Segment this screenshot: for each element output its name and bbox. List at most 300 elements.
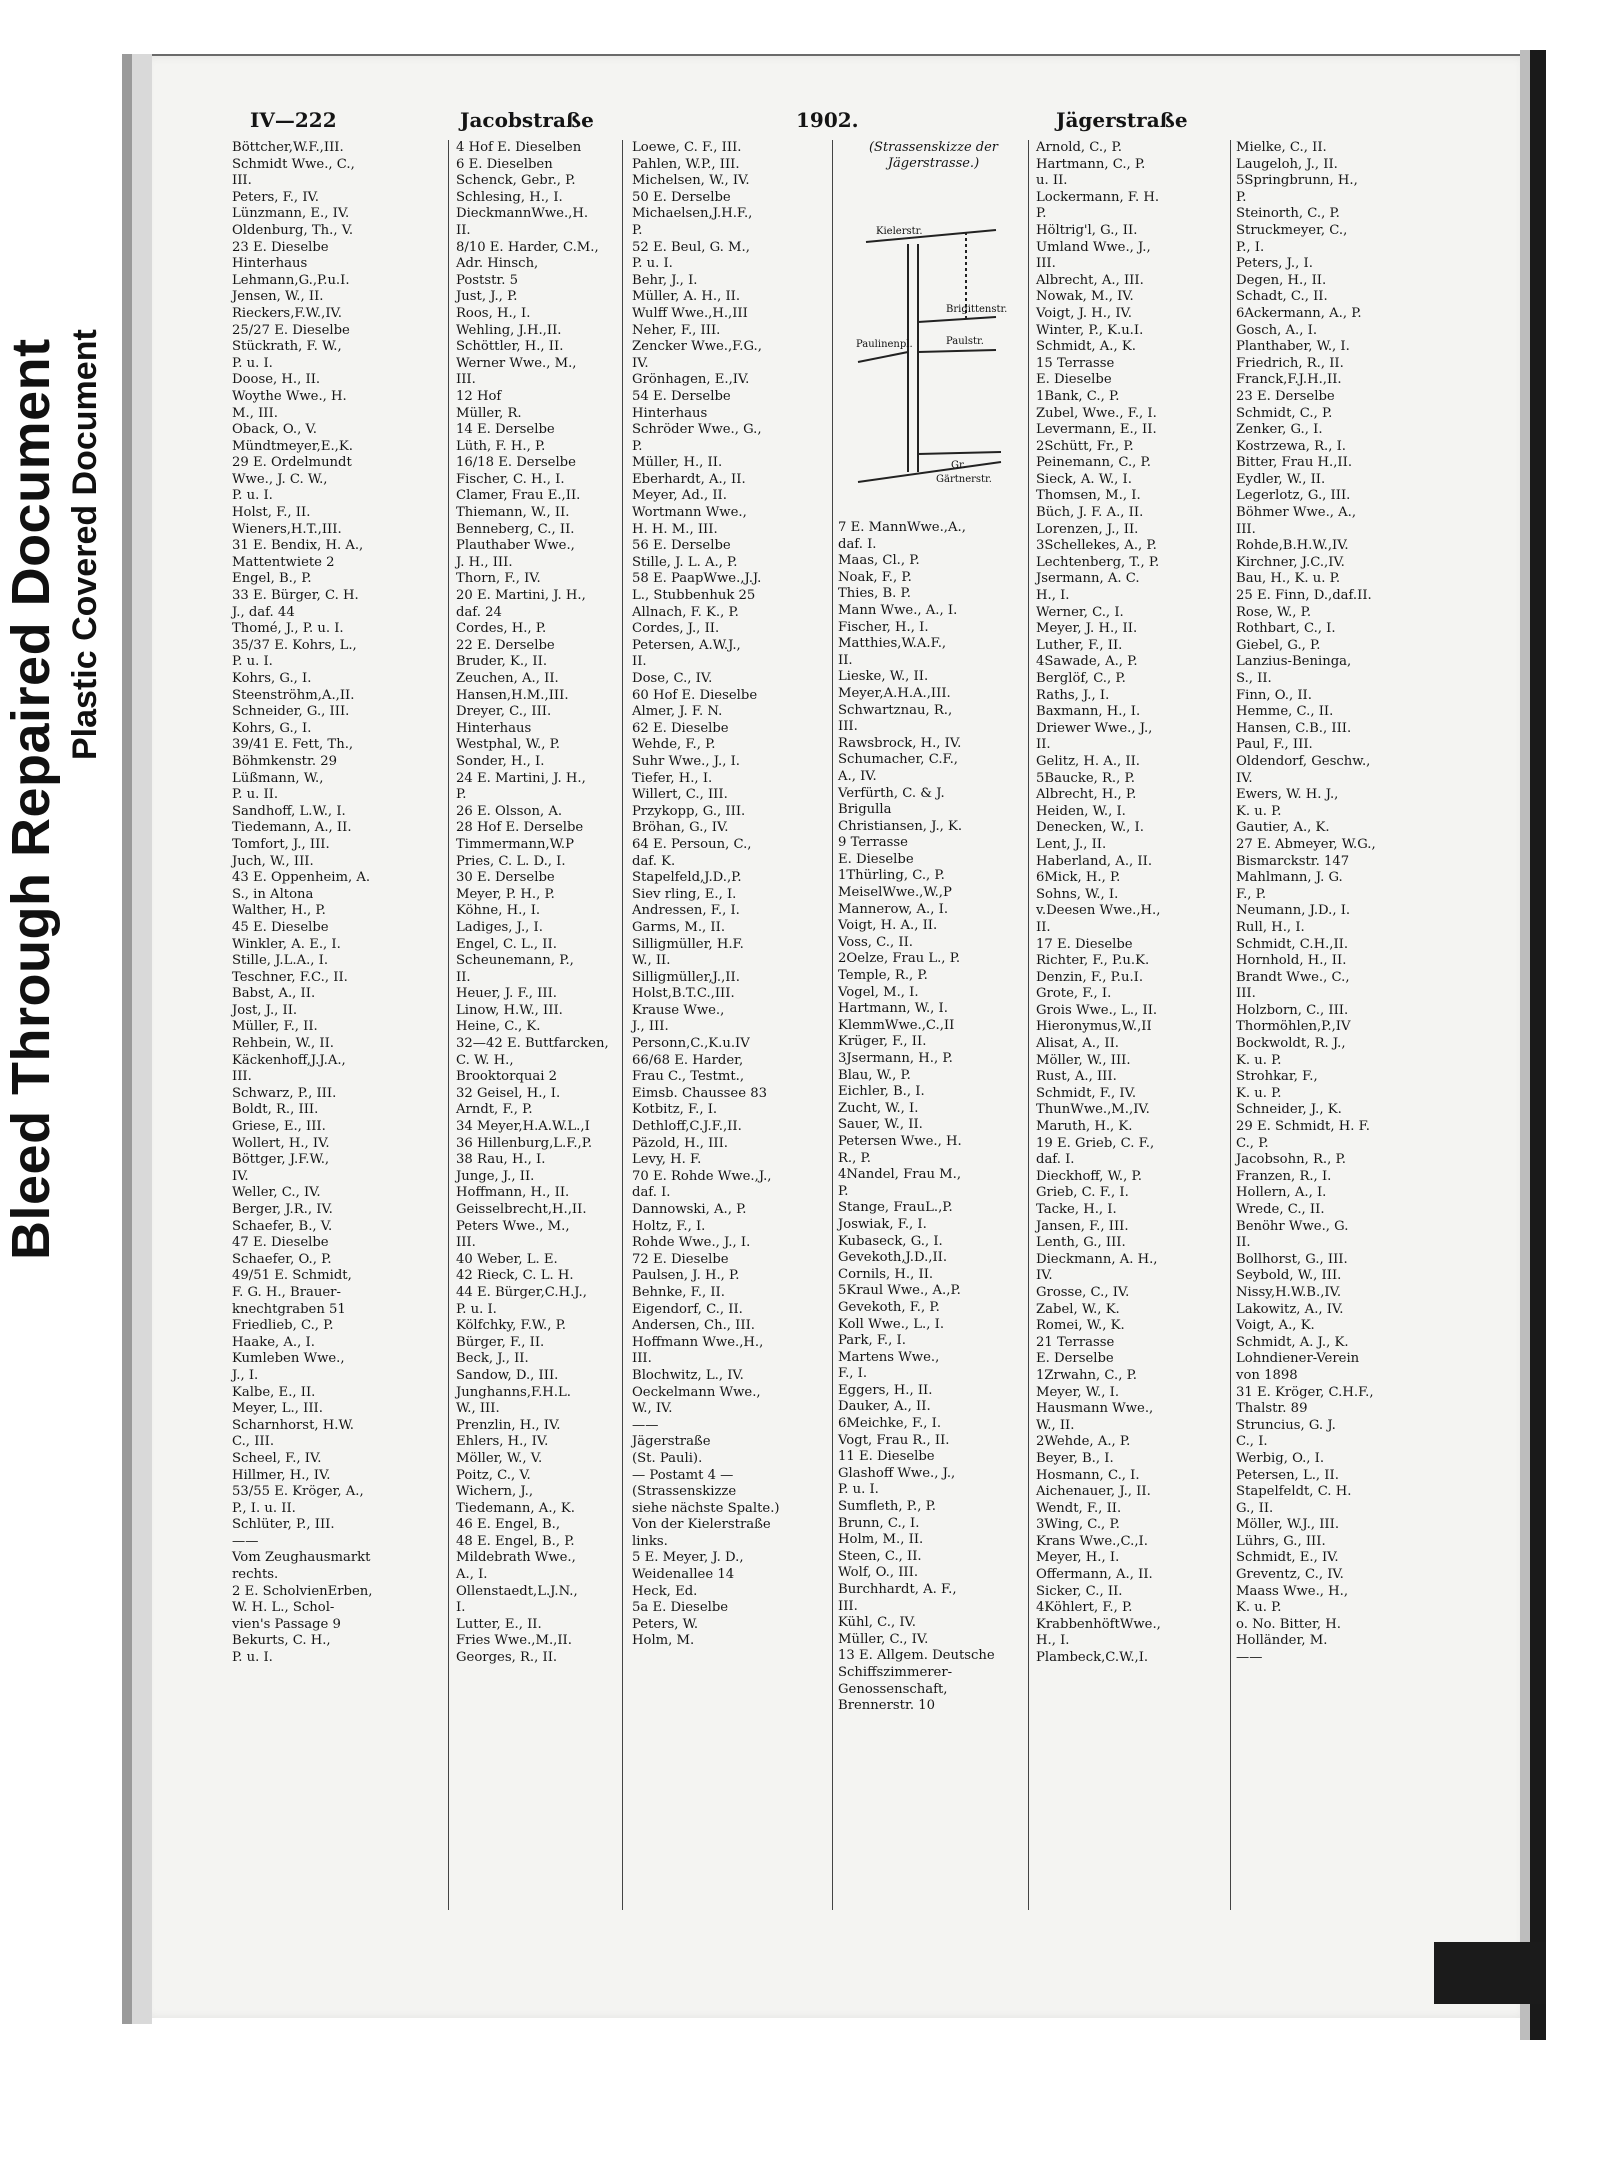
directory-entry: Silligmüller,J.,II.	[632, 969, 740, 985]
directory-entry: Sieck, A. W., I.	[1036, 471, 1132, 487]
directory-entry: Neher, F., III.	[632, 322, 721, 338]
directory-entry: Schmidt, C.H.,II.	[1236, 936, 1349, 952]
directory-entry: Maruth, H., K.	[1036, 1119, 1133, 1135]
directory-entry: Petersen, A.W.J.,	[632, 637, 741, 653]
directory-entry: Engel, B., P.	[232, 571, 312, 587]
directory-entry: 30 E. Derselbe	[456, 870, 555, 886]
directory-entry: 1Bank, C., P.	[1036, 388, 1120, 404]
scan-annotation-sidebar	[0, 60, 120, 1980]
directory-entry: Schmidt, A., K.	[1036, 339, 1136, 355]
directory-entry: Zenker, G., I.	[1236, 422, 1323, 438]
directory-entry: Lechtenberg, T., P.	[1036, 554, 1160, 570]
directory-entry: Behr, J., I.	[632, 272, 698, 288]
directory-entry: Bockwoldt, R. J.,	[1236, 1036, 1346, 1052]
directory-entry: Maas, Cl., P.	[838, 553, 920, 569]
directory-entry: Grönhagen, E.,IV.	[632, 372, 750, 388]
directory-entry: 45 E. Dieselbe	[232, 919, 329, 935]
directory-entry: Noak, F., P.	[838, 569, 912, 585]
directory-entry: Böttger, J.F.W.,	[232, 1152, 330, 1168]
directory-entry: Voss, C., II.	[838, 934, 913, 950]
directory-entry: Hosmann, C., I.	[1036, 1467, 1140, 1483]
directory-entry: Hinterhaus	[456, 720, 532, 736]
directory-entry: Zencker Wwe.,F.G.,	[632, 339, 762, 355]
directory-entry: Bollhorst, G., III.	[1236, 1251, 1348, 1267]
directory-entry: Bau, H., K. u. P.	[1236, 571, 1341, 587]
directory-entry: links.	[632, 1533, 668, 1549]
directory-entry: Lanzius-Beninga,	[1236, 654, 1352, 670]
directory-entry: Neumann, J.D., I.	[1236, 903, 1351, 919]
directory-entry: Albrecht, H., P.	[1036, 787, 1137, 803]
page-number: IV—222	[250, 108, 337, 132]
directory-entry: rechts.	[232, 1567, 279, 1583]
street-sketch	[846, 140, 1021, 515]
directory-entry: Arnold, C., P.	[1036, 140, 1122, 155]
directory-entry: Mattentwiete 2	[232, 554, 335, 570]
directory-entry: Hornhold, H., II.	[1236, 953, 1347, 969]
directory-entry: Pahlen, W.P., III.	[632, 156, 740, 172]
directory-entry: Koll Wwe., L., I.	[838, 1316, 945, 1332]
directory-entry: Jacobsohn, R., P.	[1236, 1152, 1346, 1168]
directory-entry: MeiselWwe.,W.,P	[838, 885, 952, 901]
directory-entry: Vom Zeughausmarkt	[232, 1550, 371, 1566]
directory-entry: Andressen, F., I.	[632, 903, 740, 919]
directory-entry: Schadt, C., II.	[1236, 289, 1328, 305]
directory-entry: Voigt, A., K.	[1236, 1318, 1315, 1334]
directory-entry: Holst, F., II.	[232, 505, 311, 521]
directory-entry: Temple, R., P.	[838, 968, 928, 984]
directory-entry: Jansen, F., III.	[1036, 1218, 1129, 1234]
directory-entry: 12 Hof	[456, 388, 502, 404]
directory-entry: Sumfleth, P., P.	[838, 1499, 936, 1515]
directory-entry: M., III.	[232, 405, 278, 421]
directory-entry: Luther, F., II.	[1036, 637, 1123, 653]
directory-entry: 3Jsermann, H., P.	[838, 1051, 953, 1066]
directory-entry: Meyer, P. H., P.	[456, 886, 555, 902]
directory-entry: Wendt, F., II.	[1036, 1500, 1122, 1516]
directory-entry: Giebel, G., P.	[1236, 637, 1321, 653]
directory-entry: Meyer, W., I.	[1036, 1384, 1120, 1400]
directory-entry: 11 E. Dieselbe	[838, 1449, 935, 1465]
directory-entry: Heck, Ed.	[632, 1583, 698, 1599]
directory-entry: Burchhardt, A. F.,	[838, 1582, 957, 1597]
directory-entry: Gelitz, H. A., II.	[1036, 753, 1140, 769]
directory-entry: S., in Altona	[232, 886, 314, 902]
directory-entry: Beck, J., II.	[456, 1351, 529, 1367]
directory-entry: Bekurts, C. H.,	[232, 1633, 331, 1649]
directory-entry: Peters, F., IV.	[232, 189, 319, 205]
directory-entry: Köhne, H., I.	[456, 903, 541, 919]
directory-entry: Rohde Wwe., J., I.	[632, 1235, 751, 1251]
directory-entry: Petersen, L., II.	[1236, 1467, 1339, 1483]
directory-entry: Ollenstaedt,L.J.N.,	[456, 1583, 578, 1599]
directory-entry: Kirchner, J.C.,IV.	[1236, 554, 1345, 570]
directory-entry: Rose, W., P.	[1236, 604, 1312, 620]
directory-entry: knechtgraben 51	[232, 1301, 346, 1317]
sketch-label: Gr.	[951, 460, 966, 471]
directory-entry: Kotbitz, F., I.	[632, 1102, 718, 1118]
directory-entry: Peters Wwe., M.,	[456, 1218, 570, 1234]
directory-entry: Struncius, G. J.	[1236, 1417, 1336, 1433]
column-rule	[832, 140, 833, 1910]
directory-entry: Heuer, J. F., III.	[456, 986, 557, 1002]
directory-entry: K. u. P.	[1236, 1085, 1282, 1101]
directory-entry: E. Dieselbe	[1036, 372, 1112, 388]
directory-entry: Schlesing, H., I.	[456, 189, 563, 205]
directory-entry: Zubel, Wwe., F., I.	[1036, 405, 1157, 421]
directory-entry: Wehling, J.H.,II.	[456, 322, 562, 338]
directory-entry: Scharnhorst, H.W.	[232, 1417, 354, 1433]
directory-entry: Tomfort, J., III.	[232, 836, 330, 852]
directory-entry: Dannowski, A., P.	[632, 1202, 747, 1217]
directory-entry: Schaefer, B., V.	[232, 1218, 333, 1234]
directory-entry: (St. Pauli).	[632, 1450, 703, 1466]
directory-entry: Krans Wwe.,C.,I.	[1036, 1533, 1148, 1549]
directory-entry: 29 E. Ordelmundt	[232, 455, 352, 471]
directory-entry: 2Wehde, A., P.	[1036, 1434, 1131, 1450]
directory-entry: Heiden, W., I.	[1036, 803, 1126, 819]
directory-column-5	[1036, 140, 1226, 1667]
directory-entry: Dieckhoff, W., P.	[1036, 1168, 1142, 1184]
directory-entry: P.	[838, 1183, 849, 1199]
directory-entry: A., IV.	[838, 768, 877, 784]
directory-entry: Frau C., Testmt.,	[632, 1069, 745, 1085]
directory-entry: Brooktorquai 2	[456, 1069, 558, 1085]
directory-entry: S., II.	[1236, 671, 1272, 686]
directory-entry: Dreyer, C., III.	[456, 704, 552, 720]
directory-entry: Gevekoth,J.D.,II.	[838, 1250, 948, 1266]
directory-entry: K. u. P.	[1236, 1600, 1282, 1616]
directory-entry: P.	[632, 438, 643, 454]
directory-entry: 27 E. Abmeyer, W.G.,	[1236, 836, 1376, 852]
directory-entry: Wehde, F., P.	[632, 737, 716, 753]
directory-entry: Sandhoff, L.W., I.	[232, 803, 346, 819]
directory-entry: Lutter, E., II.	[456, 1616, 542, 1632]
directory-entry: Hinterhaus	[232, 256, 308, 272]
directory-entry: Boldt, R., III.	[232, 1102, 319, 1118]
directory-entry: Meyer, Ad., II.	[632, 488, 727, 504]
directory-entry: Kölfchky, F.W., P.	[456, 1318, 566, 1334]
directory-entry: E. Dieselbe	[838, 851, 914, 867]
directory-entry: Böttcher,W.F.,III.	[232, 140, 344, 155]
directory-entry: Schiffszimmerer-	[838, 1664, 953, 1680]
directory-entry: Voigt, H. A., II.	[838, 918, 938, 934]
directory-entry: v.Deesen Wwe.,H.,	[1036, 903, 1161, 919]
directory-entry: Georges, R., II.	[456, 1650, 558, 1666]
directory-entry: Dauker, A., II.	[838, 1399, 931, 1415]
directory-entry: 2 E. ScholvienErben,	[232, 1583, 373, 1599]
directory-entry: C. W. H.,	[456, 1052, 514, 1068]
directory-entry: 62 E. Dieselbe	[632, 720, 729, 736]
directory-entry: Allnach, F. K., P.	[632, 604, 739, 620]
sketch-label: Paulstr.	[946, 336, 984, 347]
plastic-covered-label: Plastic Covered Document	[66, 329, 104, 760]
directory-entry: daf. I.	[838, 536, 877, 552]
directory-entry: III.	[1236, 521, 1256, 537]
directory-entry: Schmidt Wwe., C.,	[232, 156, 355, 172]
directory-entry: III.	[838, 719, 858, 735]
directory-entry: 60 Hof E. Dieselbe	[632, 687, 758, 703]
directory-entry: 5 E. Meyer, J. D.,	[632, 1550, 744, 1566]
directory-entry: Aichenauer, J., II.	[1036, 1484, 1151, 1500]
directory-entry: C., I.	[1236, 1434, 1268, 1450]
directory-entry: Dieckmann, A. H.,	[1036, 1251, 1158, 1267]
directory-entry: F., I.	[838, 1366, 868, 1382]
directory-entry: Scheunemann, P.,	[456, 953, 574, 969]
directory-entry: Doose, H., II.	[232, 372, 321, 388]
directory-entry: Poitz, C., V.	[456, 1467, 531, 1483]
directory-entry: Eichler, B., I.	[838, 1084, 925, 1100]
directory-entry: Rothbart, C., I.	[1236, 621, 1336, 637]
directory-entry: Cornils, H., II.	[838, 1266, 934, 1282]
directory-entry: Voigt, J. H., IV.	[1036, 305, 1132, 321]
directory-entry: Rull, H., I.	[1236, 919, 1305, 935]
directory-entry: C., P.	[1236, 1135, 1269, 1151]
directory-entry: Schwartznau, R.,	[838, 702, 953, 718]
directory-entry: Driewer Wwe., J.,	[1036, 720, 1153, 736]
directory-entry: Struckmeyer, C.,	[1236, 222, 1348, 238]
directory-entry: Mündtmeyer,E.,K.	[232, 438, 353, 454]
sketch-label: Kielerstr.	[876, 226, 923, 237]
directory-entry: Siev rling, E., I.	[632, 886, 737, 902]
directory-entry: 5Baucke, R., P.	[1036, 770, 1135, 786]
directory-entry: Hansen,H.M.,III.	[456, 687, 569, 703]
directory-entry: Seybold, W., III.	[1236, 1268, 1342, 1284]
directory-entry: Krüger, F., II.	[838, 1034, 927, 1050]
directory-entry: III.	[838, 1598, 858, 1614]
directory-entry: P. u. II.	[232, 787, 279, 803]
directory-entry: Personn,C.,K.u.IV	[632, 1036, 750, 1052]
directory-entry: Fries Wwe.,M.,II.	[456, 1633, 572, 1649]
directory-entry: Schröder Wwe., G.,	[632, 422, 762, 438]
directory-entry: Schumacher, C.F.,	[838, 752, 958, 768]
directory-entry: Loewe, C. F., III.	[632, 140, 742, 155]
directory-entry: II.	[456, 969, 471, 985]
directory-entry: 34 Meyer,H.A.W.L.,I	[456, 1119, 590, 1135]
directory-entry: Möller, W., V.	[456, 1450, 543, 1466]
directory-entry: Joswiak, F., I.	[838, 1216, 927, 1232]
directory-entry: Kohrs, G., I.	[232, 671, 312, 686]
directory-entry: Hansen, C.B., III.	[1236, 720, 1352, 736]
directory-entry: Brigulla	[838, 802, 892, 818]
directory-entry: 20 E. Martini, J. H.,	[456, 588, 586, 604]
directory-entry: 32 Geisel, H., I.	[456, 1085, 561, 1101]
directory-entry: Holst,B.T.C.,III.	[632, 986, 735, 1002]
directory-entry: Kohrs, G., I.	[232, 720, 312, 736]
directory-entry: Müller, A. H., II.	[632, 289, 741, 305]
directory-entry: Beyer, B., I.	[1036, 1450, 1114, 1466]
directory-entry: Werner Wwe., M.,	[456, 355, 577, 371]
directory-entry: 28 Hof E. Derselbe	[456, 820, 584, 836]
directory-entry: Wolf, O., III.	[838, 1565, 919, 1581]
directory-entry: DieckmannWwe.,H.	[456, 206, 589, 222]
sketch-label: Gärtnerstr.	[936, 474, 992, 485]
directory-entry: J. H., III.	[456, 554, 513, 570]
directory-entry: Sicker, C., II.	[1036, 1583, 1123, 1599]
directory-entry: Kumleben Wwe.,	[232, 1351, 345, 1367]
directory-entry: Levy, H. F.	[632, 1152, 702, 1168]
directory-entry: P.	[632, 222, 643, 238]
directory-entry: Grois Wwe., L., II.	[1036, 1002, 1158, 1018]
directory-entry: Thomé, J., P. u. I.	[232, 621, 344, 637]
directory-entry: 64 E. Persoun, C.,	[632, 836, 752, 852]
directory-entry: R., P.	[838, 1150, 871, 1166]
directory-entry: Maass Wwe., H.,	[1236, 1583, 1349, 1599]
directory-entry: Päzold, H., III.	[632, 1135, 728, 1151]
directory-entry: vien's Passage 9	[232, 1616, 341, 1632]
directory-entry: Mildebrath Wwe.,	[456, 1550, 576, 1566]
directory-entry: Nissy,H.W.B.,IV.	[1236, 1284, 1342, 1300]
directory-entry: Adr. Hinsch,	[456, 256, 539, 272]
directory-entry: Poststr. 5	[456, 272, 519, 288]
directory-entry: 49/51 E. Schmidt,	[232, 1268, 352, 1284]
directory-entry: P.	[1236, 189, 1247, 205]
directory-entry: KlemmWwe.,C.,II	[838, 1017, 955, 1033]
directory-entry: C., III.	[232, 1434, 275, 1450]
directory-entry: Stapelfeldt, C. H.	[1236, 1484, 1352, 1500]
directory-entry: III.	[632, 1351, 652, 1367]
directory-entry: Sandow, D., III.	[456, 1367, 559, 1383]
directory-entry: KrabbenhöftWwe.,	[1036, 1616, 1161, 1632]
directory-entry: 66/68 E. Harder,	[632, 1052, 744, 1068]
directory-entry: Tacke, H., I.	[1036, 1202, 1117, 1217]
sketch-label: Paulinenpl.	[856, 339, 913, 350]
directory-entry: F., P.	[1236, 886, 1267, 902]
directory-entry: Strohkar, F.,	[1236, 1069, 1318, 1085]
directory-entry: J., III.	[632, 1019, 669, 1035]
directory-entry: Mann Wwe., A., I.	[838, 602, 958, 618]
directory-entry: IV.	[632, 355, 649, 371]
directory-entry: Lieske, W., II.	[838, 669, 929, 685]
directory-entry: 17 E. Dieselbe	[1036, 936, 1133, 952]
directory-entry: Umland Wwe., J.,	[1036, 239, 1151, 255]
directory-entry: Weidenallee 14	[632, 1567, 735, 1583]
directory-entry: Hartmann, W., I.	[838, 1001, 948, 1017]
directory-entry: 50 E. Derselbe	[632, 189, 731, 205]
directory-entry: Franzen, R., I.	[1236, 1168, 1332, 1184]
directory-entry: Meyer,A.H.A.,III.	[838, 685, 951, 701]
directory-entry: Peinemann, C., P.	[1036, 455, 1151, 471]
directory-entry: 6Ackermann, A., P.	[1236, 305, 1362, 321]
directory-entry: G., II.	[1236, 1500, 1274, 1516]
directory-entry: Zabel, W., K.	[1036, 1301, 1120, 1317]
directory-entry: II.	[456, 222, 471, 238]
directory-entry: daf. 24	[456, 604, 502, 620]
directory-entry: Schneider, G., III.	[232, 704, 350, 720]
directory-entry: Käckenhoff,J.J.A.,	[232, 1052, 346, 1068]
directory-entry: Behnke, F., II.	[632, 1284, 725, 1300]
directory-entry: Schmidt, A. J., K.	[1236, 1334, 1349, 1350]
page-edge-light	[132, 54, 152, 2024]
directory-entry: Stange, FrauL.,P.	[838, 1200, 953, 1216]
directory-entry: Berger, J.R., IV.	[232, 1202, 333, 1217]
directory-entry: Meyer, L., III.	[232, 1401, 323, 1417]
directory-entry: Oeckelmann Wwe.,	[632, 1384, 761, 1400]
directory-entry: 38 Rau, H., I.	[456, 1152, 546, 1168]
directory-entry: ——	[1236, 1650, 1263, 1666]
directory-entry: 52 E. Beul, G. M.,	[632, 239, 750, 255]
directory-entry: — Postamt 4 —	[632, 1467, 734, 1483]
directory-entry: Brunn, C., I.	[838, 1515, 920, 1531]
directory-entry: Wichern, J.,	[456, 1484, 534, 1500]
directory-entry: 32—42 E. Buttfarcken,	[456, 1036, 609, 1052]
directory-entry: Lent, J., II.	[1036, 836, 1107, 852]
directory-entry: Linow, H.W., III.	[456, 1002, 563, 1018]
directory-entry: Haake, A., I.	[232, 1334, 315, 1350]
directory-entry: Cordes, J., II.	[632, 621, 720, 637]
directory-entry: Mahlmann, J. G.	[1236, 870, 1343, 886]
directory-entry: Bitter, Frau H.,II.	[1236, 455, 1353, 471]
directory-entry: Richter, F., P.u.K.	[1036, 953, 1150, 969]
directory-entry: 53/55 E. Kröger, A.,	[232, 1484, 364, 1500]
directory-entry: Hartmann, C., P.	[1036, 156, 1146, 172]
directory-entry: Baxmann, H., I.	[1036, 704, 1141, 720]
directory-entry: Haberland, A., II.	[1036, 853, 1153, 869]
directory-entry: ThunWwe.,M.,IV.	[1036, 1102, 1150, 1118]
directory-entry: Müller, C., IV.	[838, 1631, 929, 1647]
directory-entry: Oback, O., V.	[232, 422, 317, 438]
directory-entry: Stückrath, F. W.,	[232, 339, 342, 355]
page-edge-shadow	[122, 54, 132, 2024]
directory-entry: Winkler, A. E., I.	[232, 936, 341, 952]
directory-entry: Eigendorf, C., II.	[632, 1301, 743, 1317]
directory-entry: Almer, J. F. N.	[632, 704, 723, 720]
directory-entry: Vogt, Frau R., II.	[838, 1432, 950, 1448]
directory-entry: Plambeck,C.W.,I.	[1036, 1650, 1149, 1666]
directory-entry: siehe nächste Spalte.)	[632, 1500, 780, 1516]
directory-entry: 26 E. Olsson, A.	[456, 803, 563, 819]
directory-entry: Garms, M., II.	[632, 919, 726, 935]
directory-entry: Ladiges, J., I.	[456, 919, 543, 935]
directory-entry: Martens Wwe.,	[838, 1349, 940, 1365]
directory-entry: 29 E. Schmidt, H. F.	[1236, 1119, 1370, 1135]
directory-entry: Finn, O., II.	[1236, 687, 1312, 703]
directory-entry: Stapelfeld,J.D.,P.	[632, 870, 742, 886]
directory-entry: Friedrich, R., II.	[1236, 355, 1344, 371]
directory-entry: III.	[1236, 986, 1256, 1002]
directory-entry: Lünzmann, E., IV.	[232, 206, 350, 222]
directory-entry: P. u. I.	[232, 1650, 273, 1666]
directory-entry: Roos, H., I.	[456, 305, 531, 321]
directory-entry: Paulsen, J. H., P.	[632, 1268, 740, 1284]
directory-entry: Bruder, K., II.	[456, 654, 548, 670]
directory-entry: Degen, H., II.	[1236, 272, 1327, 288]
directory-entry: Steenströhm,A.,II.	[232, 687, 355, 703]
directory-column-4	[838, 520, 1024, 1715]
directory-entry: Michelsen, W., IV.	[632, 173, 750, 189]
directory-entry: Ehlers, H., IV.	[456, 1434, 549, 1450]
directory-entry: Juch, W., III.	[232, 853, 314, 869]
directory-entry: III.	[1036, 256, 1056, 272]
directory-entry: Lorenzen, J., II.	[1036, 521, 1139, 537]
directory-entry: Holzborn, C., III.	[1236, 1002, 1349, 1018]
directory-entry: Lehmann,G.,P.u.I.	[232, 272, 350, 288]
directory-entry: Willert, C., III.	[632, 787, 728, 803]
directory-entry: P. u. I.	[838, 1482, 879, 1498]
directory-entry: Junghanns,F.H.L.	[456, 1384, 571, 1400]
directory-entry: Wortmann Wwe.,	[632, 505, 747, 521]
directory-entry: Hinterhaus	[632, 405, 708, 421]
directory-entry: Jost, J., II.	[232, 1002, 298, 1018]
directory-entry: Grote, F., I.	[1036, 986, 1112, 1002]
directory-entry: 5a E. Dieselbe	[632, 1600, 729, 1616]
directory-entry: Zeuchen, A., II.	[456, 671, 559, 686]
directory-entry: Blochwitz, L., IV.	[632, 1367, 744, 1383]
directory-entry: II.	[1036, 919, 1051, 935]
directory-entry: von 1898	[1236, 1367, 1298, 1383]
directory-entry: 4Köhlert, F., P.	[1036, 1600, 1133, 1616]
directory-entry: Thies, B. P.	[838, 586, 911, 602]
directory-entry: Albrecht, A., III.	[1036, 272, 1144, 288]
